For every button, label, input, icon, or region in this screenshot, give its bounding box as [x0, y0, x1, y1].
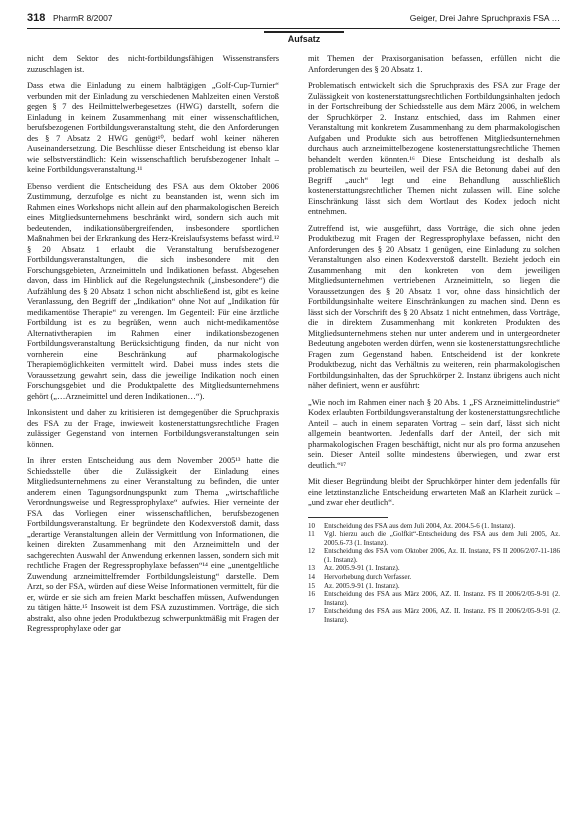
running-header — [27, 12, 560, 42]
footnote — [308, 522, 560, 531]
footnote-text: Az. 2005.9-91 (1. Instanz). — [324, 581, 400, 590]
paragraph: Problematisch entwickelt sich die Spruchpraxis des FSA zur Frage der Zulässigkeit von kostenerstattungsrechtlichen Fortbildungsinhalten jedoch in der Fortschreibung der Schiedsstelle aus dem März 2006, in welchem der Spruchkörper 2. Instanz entschied, dass im Rahmen einer Veranstaltung mit konkretem Zusammenhang zu dem pharmakologischen Aufgaben und Produkte sich aus betroffenen Mitgliedsunternehmen durchaus auch arzneimittelbezogene kostenerstattungsrechtliche Themen behandelt werden könnten.¹⁶ Diese Entscheidung ist deshalb als problematisch zu beurteilen, weil der FSA die Betonung dabei auf den Begriff „auch“ legt und eine Behandlung ausschließlich kostenerstattungsrechtlicher Themen nicht zulassen will. Eine solche Einschränkung lässt sich dem Wortlaut des Kodex jedoch nicht entnehmen. — [308, 81, 560, 216]
paragraph: nicht dem Sektor des nicht-fortbildungsfähigen Wissenstransfers zuzuschlagen ist. — [27, 54, 279, 74]
footnote — [308, 564, 560, 573]
footnote-text: Entscheidung des FSA aus dem Juli 2004, Az. 2004.5-6 (1. Instanz). — [324, 521, 516, 530]
footnote-number: 10 — [308, 521, 315, 530]
footnote-text: Hervorhebung durch Verfasser. — [324, 573, 412, 582]
header-rule — [27, 28, 560, 29]
footnote-text: Entscheidung des FSA aus März 2006, AZ. II. Instanz. FS II 2006/2/05-9-91 (2. Instanz). — [324, 590, 560, 607]
footnote-text: Az. 2005.9-91 (1. Instanz). — [324, 564, 400, 573]
paragraph: In ihrer ersten Entscheidung aus dem November 2005¹³ hatte die Schiedsstelle über die Zulässigkeit der Einladung eines Mitgliedsunternehmens zu einer Veranstaltung zu befinden, die unter anderem einen Tagungsordnungspunkt zum Thema „wirtschaftliche Verordnungsweise und Regressprophylaxe“ aufwies. Hier verneinte der FSA das Vorliegen einer wissenschaftlichen, berufsbezogenen Fortbildungsveranstaltung. Er begründete den Kodexverstoß damit, dass „derartige Veranstaltungen allein der Vermittlung von Informationen, die keinen direkten Zusammenhang mit den Arzneimitteln und der sachgerechten Auswahl der Anwendung erkennen lassen, sondern sich mit rechtliche Fragen der Regressprophylaxe befassen“¹⁴ eine „unentgeltliche Zuwendung arzneimittelfremder Fortbildungsleistung“ darstelle. Dem Arzt, so der FSA, würden auf diese Weise Informationen vermittelt, für die er, würde er sie sich am freien Markt beschaffen müssen, Aufwendungen zu tätigen hätte.¹⁵ Insoweit ist dem FSA zuzustimmen. Vorträge, die sich abstrakt, also ohne jeden Produktbezug schwerpunktmäßig mit Fragen der Regressprophylaxe oder gar — [27, 456, 279, 633]
footnote-text: Entscheidung des FSA vom Oktober 2006, Az. II. Instanz, FS II 2006/2/07-11-186 (1. Instanz). — [324, 547, 560, 564]
footnote-number: 17 — [308, 607, 315, 616]
paragraph: mit Themen der Praxisorganisation befassen, erfüllen nicht die Anforderungen des § 20 Absatz 1. — [308, 54, 560, 74]
footnote-number: 14 — [308, 573, 315, 582]
footnote — [308, 582, 560, 591]
section-label: Aufsatz — [264, 31, 344, 44]
footnote — [308, 530, 560, 547]
footnote-number: 11 — [308, 530, 315, 539]
footnote — [308, 590, 560, 607]
page-number: 318 — [27, 12, 46, 24]
journal-reference: PharmR 8/2007 — [53, 13, 113, 23]
paragraph: Mit dieser Begründung bleibt der Spruchkörper hinter dem jedenfalls für eine letztinstanzliche Entscheidung erwarteten Maß an Klarheit zurück – „und zwar eher deutlich“. — [308, 477, 560, 507]
footnote-number: 12 — [308, 547, 315, 556]
block-quote: „Wie noch im Rahmen einer nach § 20 Abs. 1 „FS Arzneimittelindustrie“ Kodex erlaubten Fortbildungsveranstaltung der kostenerstattungsrechtliche Anteil – auch in einem separaten Vortrag – sein darf, lässt sich nicht allgemein beantworten. Jedenfalls darf der Anteil, der sich mit pharmakologischen Fragen beschäftigt, nicht nur als pro forma anzusehen sein. Dieser Anteil sollte mindestens überwiegen, und zwar erst deutlich.“¹⁷ — [308, 397, 560, 470]
footnote — [308, 573, 560, 582]
footnote-number: 15 — [308, 581, 315, 590]
footnotes — [308, 522, 560, 625]
paragraph: Ebenso verdient die Entscheidung des FSA aus dem Oktober 2006 Zustimmung, derzufolge es nicht zu beanstanden ist, wenn sich im Rahmen eines Workshops nicht allein auf den pharmakologischen Bereich eines Mitgliedsunternehmens beschränkt wird, sondern sich auch mit bedeutenden, indikationsübergreifenden, insbesondere sportlichen Maßnahmen bei der Erkrankung des Herz-Kreislaufsystems befasst wird.¹² § 20 Absatz 1 erlaubt die Veranstaltung berufsbezogener Fortbildungsveranstaltungen, die sich insbesondere mit den Forschungsgebieten, Arzneimitteln und Indikationen befasst. Abgesehen davon, dass im Hinblick auf die Regelungstechnik („insbesondere“) die Aufzählung des § 20 Absatz 1 schon nicht abschließend ist, gibt es keine Veranlassung, den Begriff der „Indikation“ ohne Not auf „Indikation für medikamentöse Therapie“ zu verengen. Im Gegenteil: Für eine ärztliche Fortbildung ist es zu begrüßen, wenn auch nicht-medikamentöse Alternativtherapien im Rahmen einer indikationsbezogenen Fortbildungsveranstaltung Berücksichtigung finden, da nur nicht von vornherein eine Beschränkung auf pharmakologische Therapiemöglichkeiten vermittelt wird. Dabei muss indes stets die Voraussetzung gewahrt sein, dass die jeweilige Indikation noch einen Forschungsgebiet und die Produktpalette des Mitgliedsunternehmens gehört („…Arzneimittel und deren Indikationen…“). — [27, 181, 279, 401]
footnote-text: Entscheidung des FSA aus März 2006, AZ. II. Instanz. FS II 2006/2/05-9-91 (2. Instanz). — [324, 607, 560, 625]
left-column — [27, 54, 279, 834]
footnote-number: 13 — [308, 564, 315, 573]
footnote-rule — [308, 517, 388, 518]
right-column — [308, 54, 560, 834]
footnote-number: 16 — [308, 590, 315, 599]
paragraph: Inkonsistent und daher zu kritisieren ist demgegenüber die Spruchpraxis des FSA zu der Frage, inwieweit kostenerstattungsrechtliche Fragen zulässiger Gegenstand von internen Fortbildungsveranstaltungen sein können. — [27, 408, 279, 449]
paragraph: Zutreffend ist, wie ausgeführt, dass Vorträge, die sich ohne jeden Produktbezug mit Fragen der Regressprophylaxe befassen, nicht den Anforderungen des § 20 Absatz 1 genügen, eine Einladung zu solchen Veranstaltungen also einen Kodexverstoß darstellt. Bezieht jedoch ein Zusammenhang mit den konkreten von dem jeweiligen Mitgliedsunternehmen vertriebenen Arzneimitteln, so liegen die Voraussetzungen des § 20 Absatz 1 vor, ohne dass hinsichtlich der Fortbildungsinhalte weitere Einschränkungen zu machen sind. Denn es lässt sich der Vorschrift des § 20 Absatz 1 nicht entnehmen, dass Vorträge, die in direktem Zusammenhang mit konkreten Produkten des Mitgliedsunternehmens stehen nur unter anderem und in untergeordneter Bedeutung angeboten werden dürfen, wenn sie kostenerstattungsrechtliche Fragen zum Gegenstand haben. Entscheidend ist der konkrete Produktbezug, nicht das Verhältnis zu weiteren, rein pharmakologischen Fortbildungsinhalten, das der Spruchkörper 2. Instanz übrigens auch nicht näher definiert, wenn er ausführt: — [308, 223, 560, 390]
footnote-text: Vgl. hierzu auch die „Golfkit“-Entscheidung des FSA aus dem Juli 2005, Az. 2005.6-73 (1. Instanz). — [324, 530, 560, 547]
footnote — [308, 607, 560, 624]
footnote — [308, 547, 560, 564]
running-title: Geiger, Drei Jahre Spruchpraxis FSA … — [409, 13, 560, 23]
paragraph: Dass etwa die Einladung zu einem halbtägigen „Golf-Cup-Turnier“ verbunden mit der Einladung zu verschiedenen Mahlzeiten einen Verstoß gegen § 7 des Heilmittelwerbegesetzes (HWG) darstellt, sofern die Einladung in keinem Zusammenhang mit einer wissenschaftlichen, berufsbezogenen Fortbildungsveranstaltung steht, die den Anforderungen des § 7 Absatz 2 HWG genügt¹⁰, bedarf wohl keiner näheren Auseinandersetzung. Die Beschlüsse dieser Entscheidung ist ebenso klar wie selbstverständlich: Kein wissenschaftlich berufsbezogener Inhalt – keine Fortbildungsveranstaltung.¹¹ — [27, 81, 279, 174]
